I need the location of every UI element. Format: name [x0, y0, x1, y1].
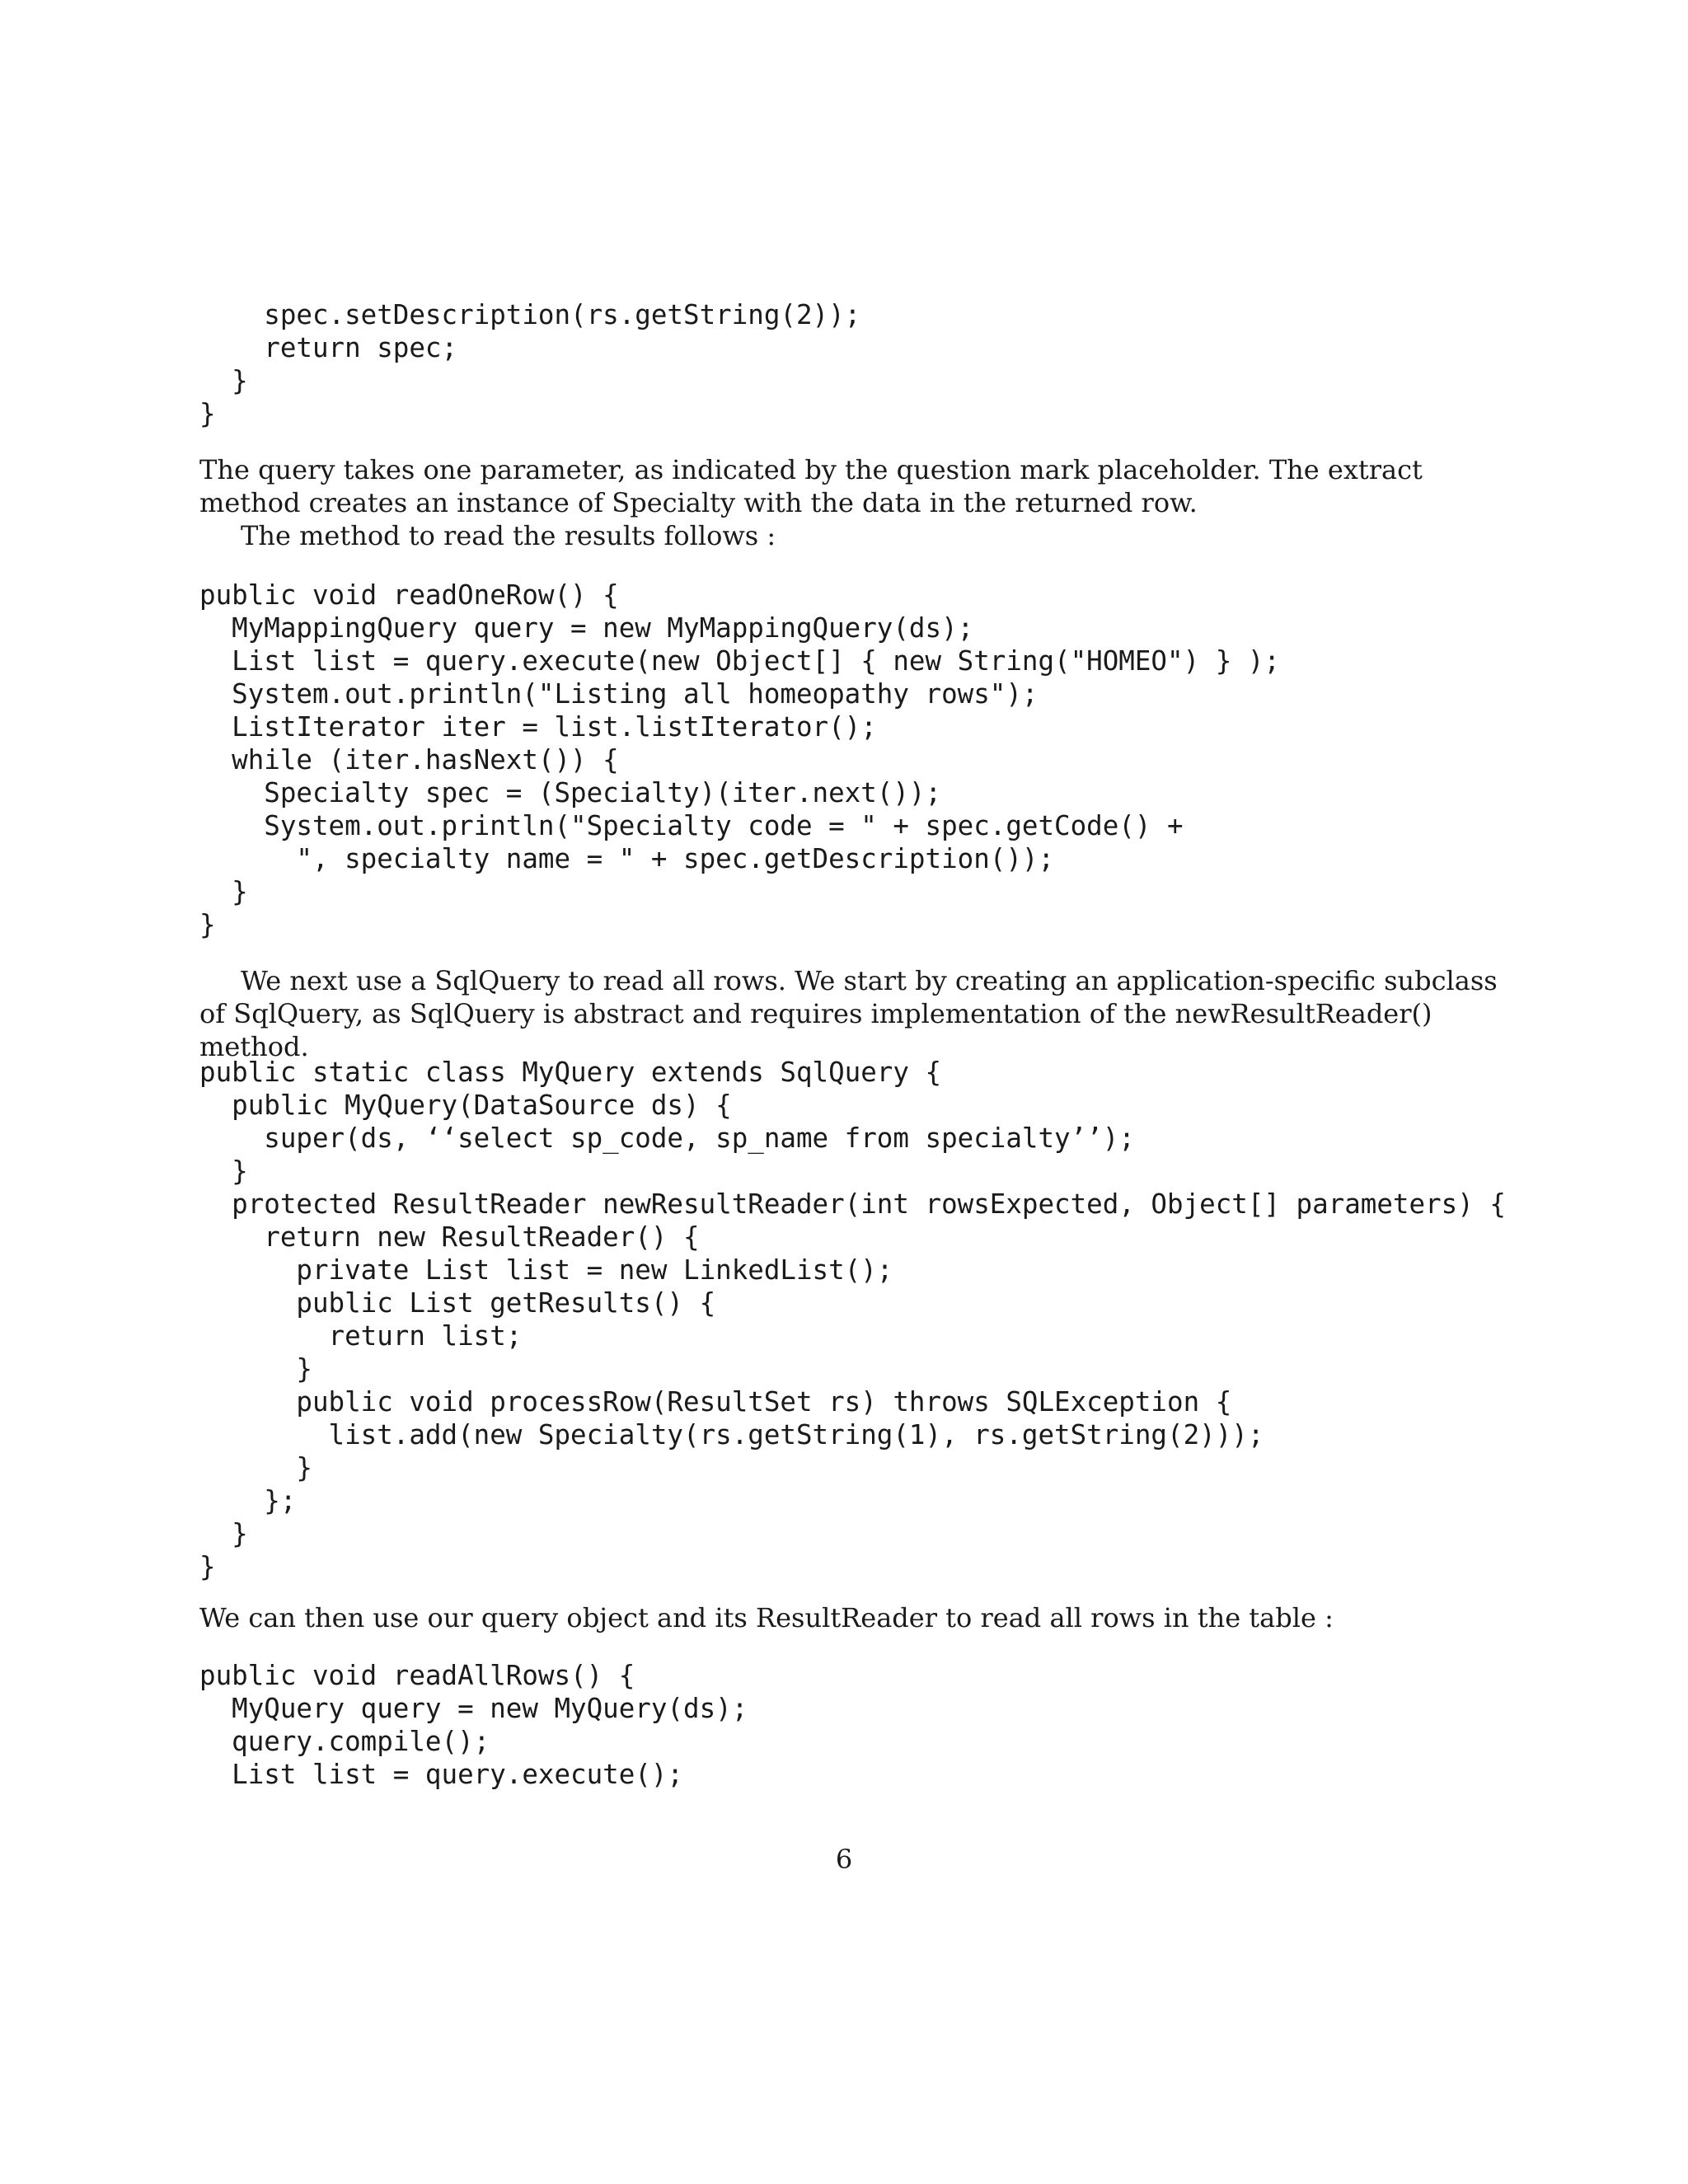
code-line: public List getResults() {: [199, 1287, 716, 1319]
code-line: public static class MyQuery extends SqlQuery {: [199, 1057, 942, 1088]
code-line: }: [199, 398, 216, 429]
code-line: }: [199, 1155, 248, 1187]
code-line: Specialty spec = (Specialty)(iter.next());: [199, 777, 942, 808]
code-line: public MyQuery(DataSource ds) {: [199, 1090, 732, 1121]
code-block-myquery-class: [199, 1056, 1535, 1583]
code-block-read-one-row: [199, 579, 1535, 941]
code-line: }: [199, 365, 248, 396]
code-line: System.out.println("Specialty code = " + spec.getCode() +: [199, 810, 1184, 841]
paragraph-read-all-rows-intro: [199, 1601, 1502, 1634]
code-line: super(ds, ‘‘select sp_code, sp_name from specialty’’);: [199, 1122, 1135, 1154]
code-line: }: [199, 909, 216, 940]
code-line: return new ResultReader() {: [199, 1221, 700, 1253]
code-line: }: [199, 1452, 312, 1483]
code-line: List list = query.execute();: [199, 1759, 683, 1790]
code-line: }: [199, 876, 248, 907]
code-line: }: [199, 1518, 248, 1549]
code-line: list.add(new Specialty(rs.getString(1), rs.getString(2)));: [199, 1419, 1264, 1451]
code-line: while (iter.hasNext()) {: [199, 744, 619, 776]
paragraph-text: We next use a SqlQuery to read all rows. We start by creating an application-specific subclass of SqlQuery, as SqlQuery is abstract and requires implementation of the newResultReader() method.: [199, 965, 1498, 1062]
code-line: MyMappingQuery query = new MyMappingQuery(ds);: [199, 612, 974, 644]
code-line: };: [199, 1485, 297, 1516]
code-line: public void processRow(ResultSet rs) throws SQLException {: [199, 1386, 1232, 1418]
page-number: 6: [835, 1844, 853, 1875]
code-line: private List list = new LinkedList();: [199, 1254, 893, 1286]
code-line: protected ResultReader newResultReader(int rowsExpected, Object[] parameters) {: [199, 1188, 1506, 1220]
code-block-extract-end: [199, 298, 1535, 430]
paragraph-query-description: [199, 453, 1502, 552]
code-line: ListIterator iter = list.listIterator();: [199, 711, 877, 743]
code-line: List list = query.execute(new Object[] { new String("HOMEO") } );: [199, 645, 1280, 677]
code-block-read-all-rows: [199, 1659, 1535, 1791]
code-line: return spec;: [199, 332, 458, 363]
code-line: public void readAllRows() {: [199, 1660, 635, 1691]
code-line: }: [199, 1551, 216, 1582]
paragraph-text: The query takes one parameter, as indicated by the question mark placeholder. The extract method creates an instance of Specialty with the data in the returned row.: [199, 454, 1423, 518]
code-line: ", specialty name = " + spec.getDescription());: [199, 843, 1055, 874]
code-line: }: [199, 1353, 312, 1385]
code-line: MyQuery query = new MyQuery(ds);: [199, 1693, 748, 1724]
code-line: return list;: [199, 1320, 523, 1352]
paragraph-sqlquery-intro: [199, 964, 1502, 1063]
code-line: public void readOneRow() {: [199, 579, 619, 611]
code-line: spec.setDescription(rs.getString(2));: [199, 299, 861, 330]
code-line: System.out.println("Listing all homeopathy rows");: [199, 678, 1039, 710]
paragraph-text: We can then use our query object and its ResultReader to read all rows in the table :: [199, 1602, 1334, 1633]
paragraph-text: The method to read the results follows :: [241, 520, 776, 551]
code-line: query.compile();: [199, 1726, 490, 1757]
